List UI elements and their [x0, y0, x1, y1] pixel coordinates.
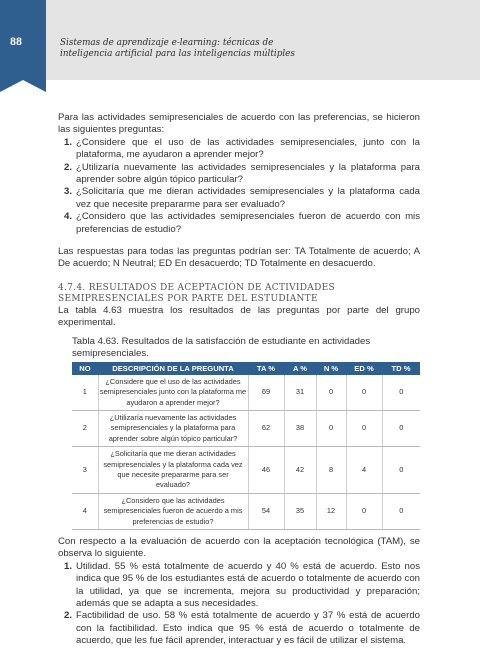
section-heading-line-2: SEMIPRESENCIALES POR PARTE DEL ESTUDIANTE — [58, 293, 318, 304]
cell-ed: 0 — [346, 493, 382, 529]
cell-n: 0 — [316, 375, 346, 411]
list-item — [58, 186, 420, 211]
cell-n: 8 — [316, 447, 346, 494]
table-row — [72, 447, 420, 494]
list-item — [58, 610, 420, 647]
cell-ta: 69 — [248, 375, 284, 411]
cell-description: ¿Considere que el uso de las actividades semipresenciales junto con la plataforma me ayudaron a aprender mejor? — [98, 375, 248, 411]
cell-a: 42 — [284, 447, 316, 494]
cell-no: 1 — [72, 375, 98, 411]
list-item — [58, 137, 420, 162]
cell-ta: 62 — [248, 410, 284, 446]
list-item — [58, 561, 420, 611]
cell-a: 38 — [284, 410, 316, 446]
questions-list — [58, 137, 420, 236]
list-number: 2. — [63, 610, 72, 622]
list-text: Factibilidad de uso. 58 % está totalmente de acuerdo y 37 % está de acuerdo con la factibilidad. Esto indica que 95 % está de acuerdo o totalmente de acuerdo, que les fue fácil aprender, interactuar y es fácil de utilizar el sistema. — [76, 610, 420, 647]
section-heading-line-1: 4.7.4. RESULTADOS DE ACEPTACIÓN DE ACTIVIDADES — [58, 282, 335, 293]
cell-no: 4 — [72, 493, 98, 529]
running-header-line-1: Sistemas de aprendizaje e-learning: técnicas de — [60, 38, 274, 48]
table-row — [72, 375, 420, 411]
results-table — [72, 362, 420, 530]
list-text: ¿Considere que el uso de las actividades semipresenciales, junto con la plataforma, me ayudaron a aprender mejor? — [76, 136, 420, 161]
list-number: 2. — [63, 161, 72, 173]
column-header: TA % — [248, 362, 284, 375]
section-paragraph: La tabla 4.63 muestra los resultados de las preguntas por parte del grupo experimental. — [58, 304, 420, 329]
cell-description: ¿Considero que las actividades semipresenciales fueron de acuerdo a mis preferencias de estudio? — [98, 493, 248, 529]
cell-no: 2 — [72, 410, 98, 446]
running-header-line-2: inteligencia artificial para las inteligencias múltiples — [60, 49, 295, 59]
page-number-tab — [0, 0, 46, 80]
column-header: ED % — [346, 362, 382, 375]
list-text: ¿Considero que las actividades semipresenciales fueron de acuerdo con mis preferencias de estudio? — [76, 211, 420, 235]
cell-td: 0 — [382, 447, 420, 494]
cell-td: 0 — [382, 375, 420, 411]
cell-ed: 0 — [346, 410, 382, 446]
cell-description: ¿Solicitaría que me dieran actividades semipresenciales y la plataforma cada vez que necesite prepararme para ser evaluado? — [98, 447, 248, 494]
results-list — [58, 561, 420, 648]
cell-n: 0 — [316, 410, 346, 446]
column-header: TD % — [382, 362, 420, 375]
table-row — [72, 410, 420, 446]
tam-paragraph: Con respecto a la evaluación de acuerdo con la aceptación tecnológica (TAM), se observa lo siguiente. — [58, 535, 420, 560]
cell-description: ¿Utilizaría nuevamente las actividades semipresenciales y la plataforma para aprender sobre algún tópico particular? — [98, 410, 248, 446]
page-body — [58, 112, 420, 648]
cell-a: 31 — [284, 375, 316, 411]
table-header-row — [72, 362, 420, 375]
list-item — [58, 211, 420, 236]
cell-a: 35 — [284, 493, 316, 529]
list-number: 3. — [63, 186, 72, 198]
cell-no: 3 — [72, 447, 98, 494]
table-caption: Tabla 4.63. Resultados de la satisfacción de estudiante en actividades semipresenciales. — [72, 335, 371, 359]
cell-ed: 4 — [346, 447, 382, 494]
column-header: N % — [316, 362, 346, 375]
cell-n: 12 — [316, 493, 346, 529]
column-header: DESCRIPCIÓN DE LA PREGUNTA — [98, 362, 248, 375]
column-header: A % — [284, 362, 316, 375]
page-number: 88 — [10, 34, 22, 48]
table-row — [72, 493, 420, 529]
cell-td: 0 — [382, 410, 420, 446]
list-item — [58, 162, 420, 187]
answers-paragraph: Las respuestas para todas las preguntas podrían ser: TA Totalmente de acuerdo; A De acuerdo; N Neutral; ED En desacuerdo; TD Totalmente en desacuerdo. — [58, 246, 420, 270]
cell-ta: 54 — [248, 493, 284, 529]
page-tab-tip — [0, 80, 46, 92]
list-text: Utilidad. 55 % está totalmente de acuerdo y 40 % está de acuerdo. Esto nos indica que 95 % de los estudiantes está de acuerdo o totalmente de acuerdo con la utilidad, ya que se incrementa, mejora su productividad y preparación; además que se adapta a sus necesidades. — [76, 560, 421, 609]
cell-ed: 0 — [346, 375, 382, 411]
list-text: ¿Solicitaría que me dieran actividades semipresenciales y la plataforma cada vez que necesite prepararme para ser evaluado? — [76, 186, 420, 210]
cell-ta: 46 — [248, 447, 284, 494]
cell-td: 0 — [382, 493, 420, 529]
column-header: NO — [72, 362, 98, 375]
section-heading — [58, 283, 420, 305]
list-number: 4. — [63, 211, 72, 223]
list-text: ¿Utilizaría nuevamente las actividades semipresenciales y la plataforma para aprender sobre algún tópico particular? — [76, 161, 420, 186]
list-number: 1. — [63, 136, 72, 148]
intro-paragraph: Para las actividades semipresenciales de acuerdo con las preferencias, se hicieron las siguientes preguntas: — [58, 112, 420, 136]
running-header — [60, 38, 420, 60]
list-number: 1. — [63, 560, 72, 572]
